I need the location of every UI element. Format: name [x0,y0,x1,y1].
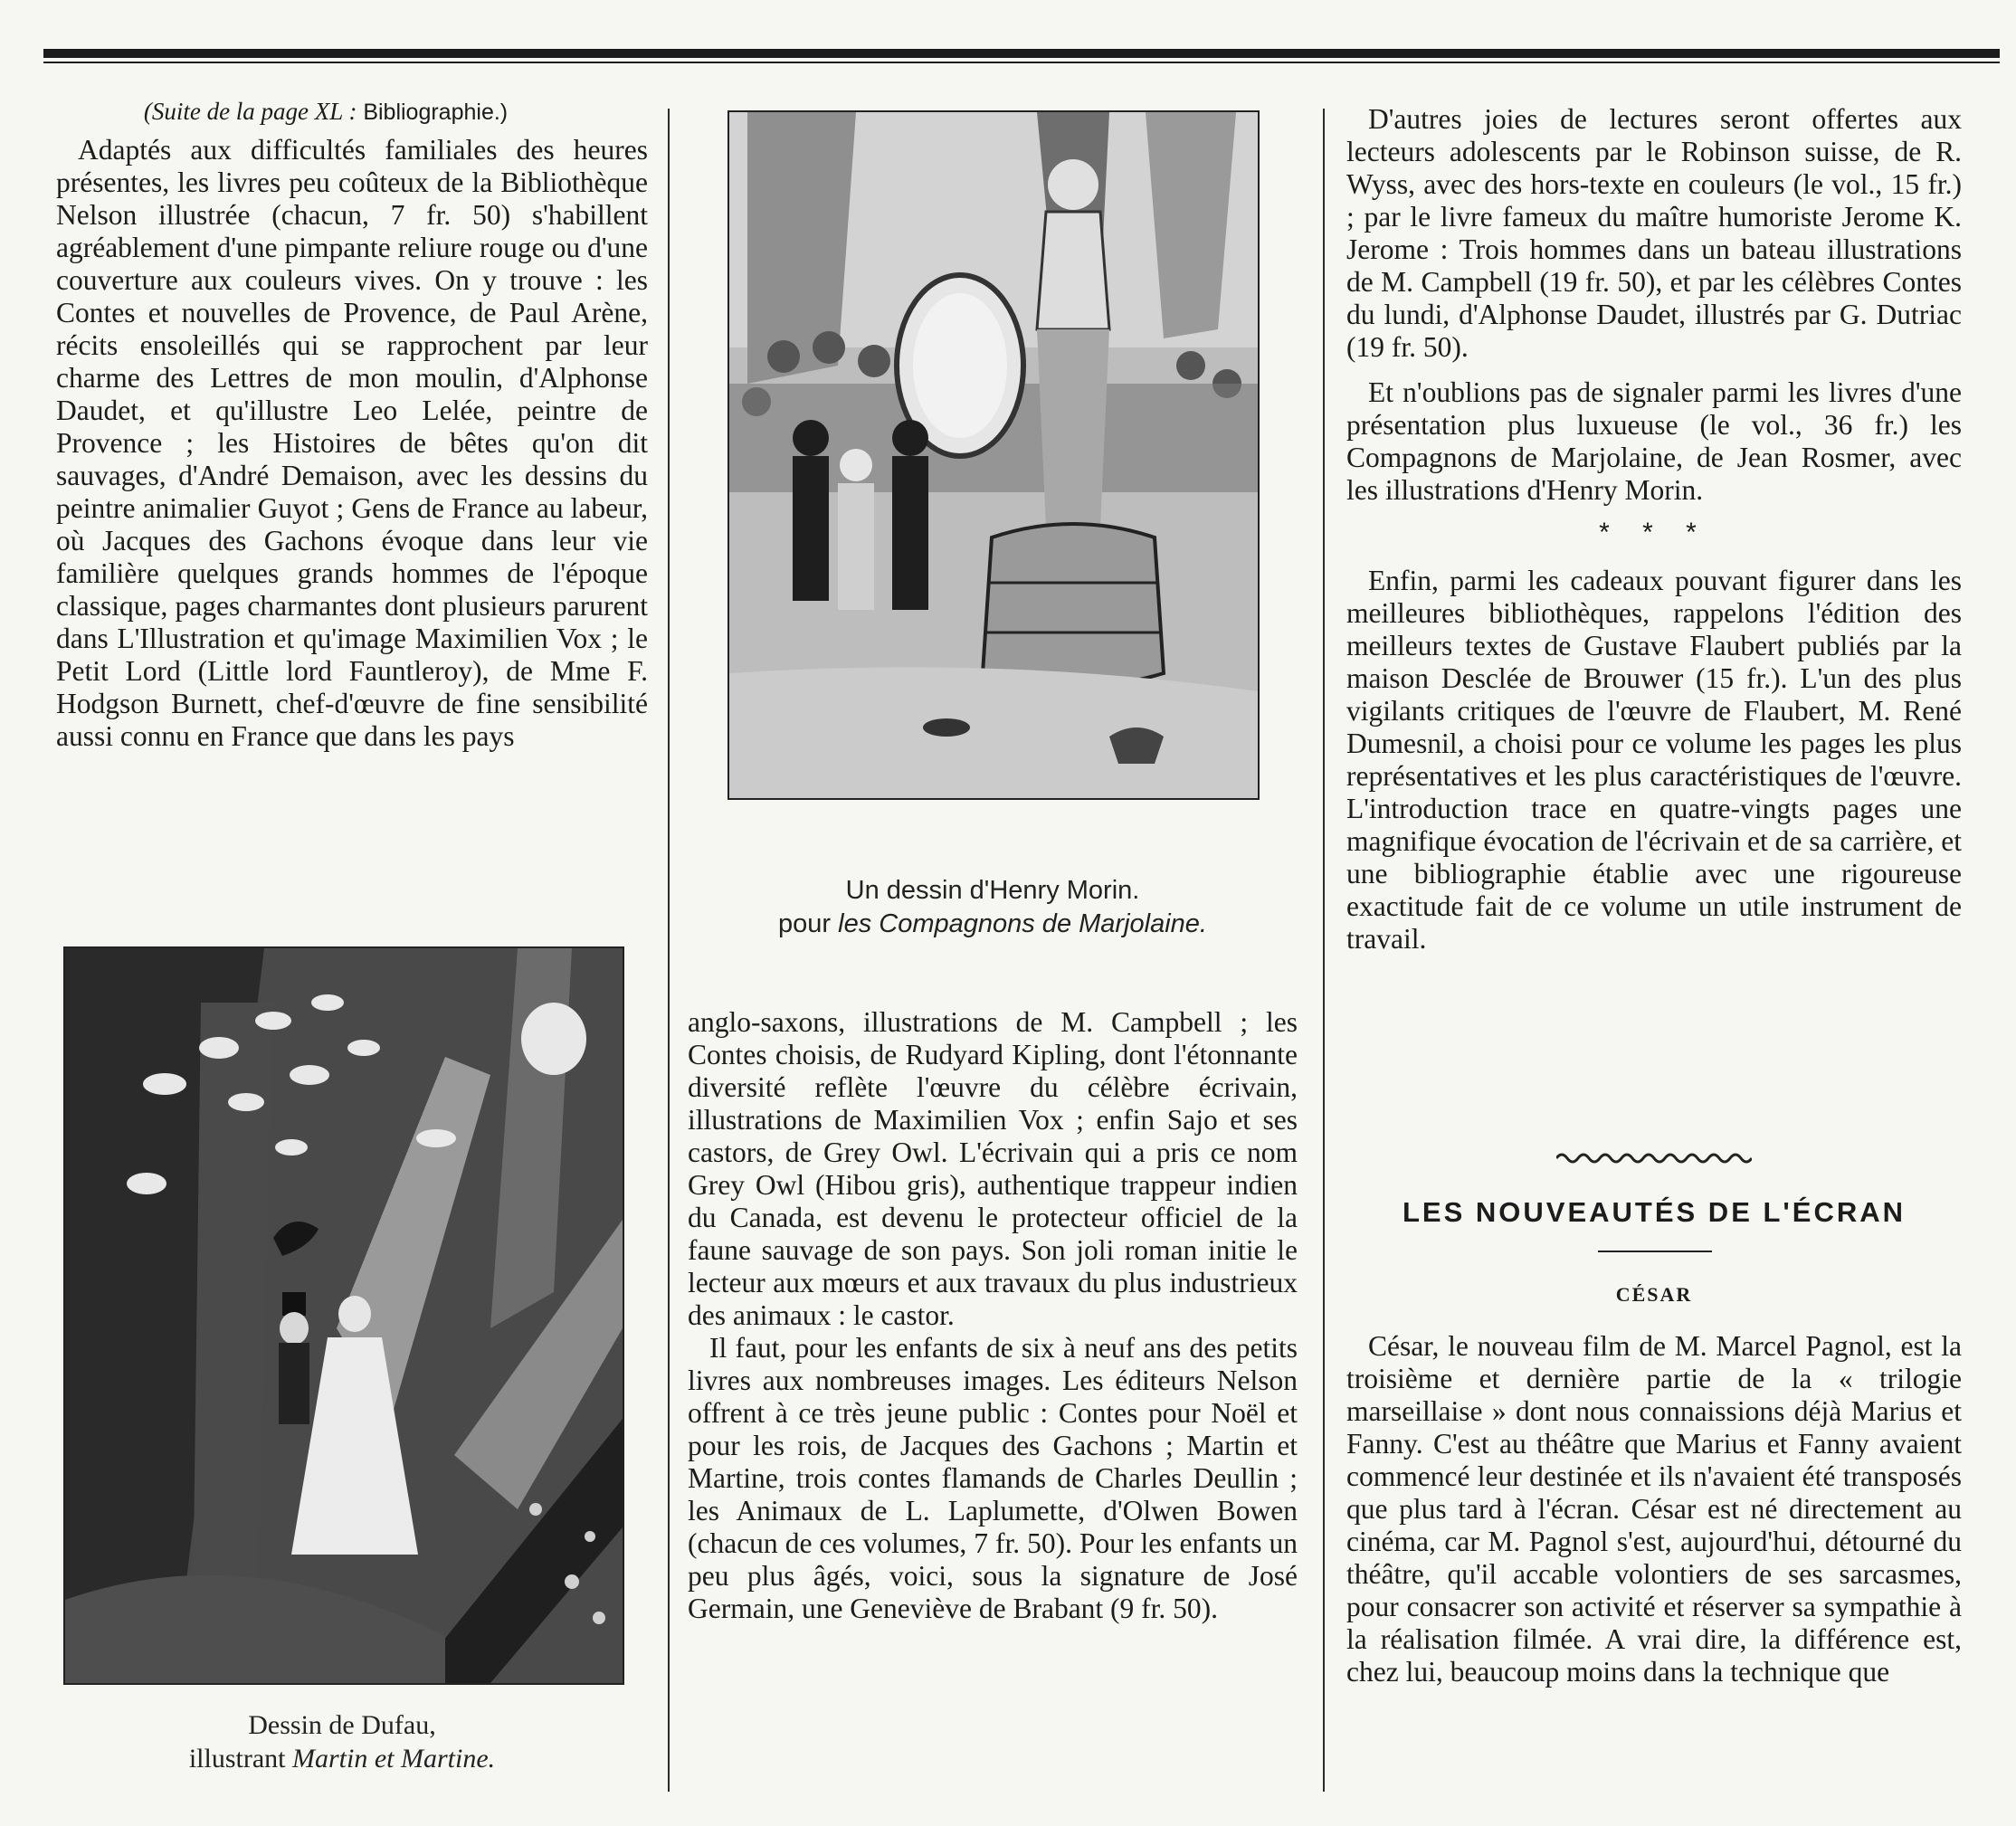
section-title: LES NOUVEAUTÉS DE L'ÉCRAN [1402,1196,1907,1228]
ref-italic: (Suite de la page XL : [143,98,357,125]
column-divider-1 [668,109,670,1792]
section-separator-stars: * * * [1599,518,1709,547]
col3-paragraph-1: D'autres joies de lectures seront offertes aux lecteurs adolescents par le Robinson suisse, de R. Wyss, avec des hors-texte en couleurs (le vol., 15 fr.) ; par le livre fameux du maître humoriste Jerome K. Jerome : Trois hommes dans un bateau illustrations de M. Campbell (19 fr. 50), et par les célèbres Contes du lundi, d'Alphonse Daudet, illustrés par G. Dutriac (19 fr. 50). [1346,103,1962,363]
caption-dufau-prefix: illustrant [188,1744,286,1774]
illustration-compagnons-de-marjolaine [727,110,1260,800]
col3-paragraph-4: César, le nouveau film de M. Marcel Pagnol, est la troisième et dernière partie de la « trilogie marseillaise » dont nous connaissions déjà Marius et Fanny. C'est au théâtre que Marius et Fanny avaient commencé leur destinée et ils n'avaient été transposés que plus tard à l'écran. César est né directement au cinéma, car M. Pagnol s'est, aujourd'hui, détourné du théâtre, qu'il accable volontiers de ses sarcasmes, pour consacrer son activité et réserver sa sympathie à la réalisation filmée. A vrai dire, la différence est, chez lui, beaucoup moins dans la technique que [1346,1330,1962,1688]
top-rule-thin [43,62,2000,63]
caption-dufau-line1: Dessin de Dufau, [248,1710,436,1740]
ref-label: Bibliographie.) [363,100,509,125]
forest-drawing [65,948,623,1683]
col2-paragraph-1: anglo-saxons, illustrations de M. Campbell ; les Contes choisis, de Rudyard Kipling, dont l'étonnante diversité reflète l'œuvre du célèbre écrivain, illustrations de Maximilien Vox ; enfin Sajo et ses castors, de Grey Owl. L'écrivain qui a pris ce nom Grey Owl (Hibou gris), authentique trappeur indien du Canada, est devenu le protecteur officiel de la faune sauvage de son pays. Son joli roman initie le lecteur aux mœurs et aux travaux du plus industrieux des animaux : le castor. [688,1006,1298,1331]
subsection-title: CÉSAR [1615,1283,1693,1306]
col1-paragraph-1: Adaptés aux difficultés familiales des heures présentes, les livres peu coûteux de la Bibliothèque Nelson illustrée (chacun, 7 fr. 50) s'habillent agréablement d'une pimpante reliure rouge ou d'une couverture aux couleurs vives. On y trouve : les Contes et nouvelles de Provence, de Paul Arène, récits ensoleillés qui se rapprochent par leur charme des Lettres de mon moulin, d'Alphonse Daudet, et qu'illustre Leo Lelée, peintre de Provence ; les Histoires de bêtes qu'on dit sauvages, d'André Demaison, avec les dessins du peintre animalier Guyot ; Gens de France au labeur, où Jacques des Gachons évoque dans leur vie familière quelques grands hommes de l'époque classique, pages charmantes dont plusieurs parurent dans L'Illustration et qu'image Maximilien Vox ; le Petit Lord (Little lord Fauntleroy), de Mme F. Hodgson Burnett, chef-d'œuvre de fine sensibilité aussi connu en France que dans les pays [56,134,648,752]
festival-drawing [729,112,1258,798]
column-2-text [688,1006,1298,1625]
column-3-text [1346,103,1962,956]
column-divider-2 [1323,109,1325,1792]
top-rule [43,49,2000,58]
continuation-reference [54,98,597,126]
illustration-martin-et-martine [63,946,624,1685]
wavy-divider [1556,1149,1752,1167]
col3-paragraph-2: Et n'oublions pas de signaler parmi les livres d'une présentation plus luxueuse (le vol., 36 fr.) les Compagnons de Marjolaine, de Jean Rosmer, avec les illustrations d'Henry Morin. [1346,376,1962,506]
caption-morin-title: les Compagnons de Marjolaine. [838,909,1207,938]
column-3-lower-text [1346,1330,1962,1688]
caption-dufau-title: Martin et Martine. [292,1744,496,1774]
caption-morin [706,874,1279,941]
caption-dufau [63,1708,621,1775]
col2-paragraph-2: Il faut, pour les enfants de six à neuf ans des petits livres aux nombreuses images. Les éditeurs Nelson offrent à ce très jeune public : Contes pour Noël et pour les rois, de Jacques des Gachons ; Martin et Martine, trois contes flamands de Charles Deullin ; les Animaux de L. Laplumette, d'Olwen Bowen (chacun de ces volumes, 7 fr. 50). Pour les enfants un peu plus âgés, voici, sous la signature de José Germain, une Geneviève de Brabant (9 fr. 50). [688,1332,1298,1624]
col3-paragraph-3: Enfin, parmi les cadeaux pouvant figurer dans les meilleures bibliothèques, rappelons l'édition des meilleurs textes de Gustave Flaubert publiés par la maison Desclée de Brouwer (15 fr.). L'un des plus vigilants critiques de l'œuvre de Flaubert, M. René Dumesnil, a choisi pour ce volume les pages les plus représentatives et les plus caractéristiques de l'œuvre. L'introduction trace en quatre-vingts pages une magnifique évocation de l'écrivain et de sa carrière, et une bibliographie établie avec une rigoureuse exactitude fait de ce volume un utile instrument de travail. [1346,565,1962,955]
caption-morin-line1: Un dessin d'Henry Morin. [845,876,1140,905]
caption-morin-prefix: pour [778,909,832,938]
title-underline [1598,1251,1712,1252]
column-1-text [56,134,648,753]
